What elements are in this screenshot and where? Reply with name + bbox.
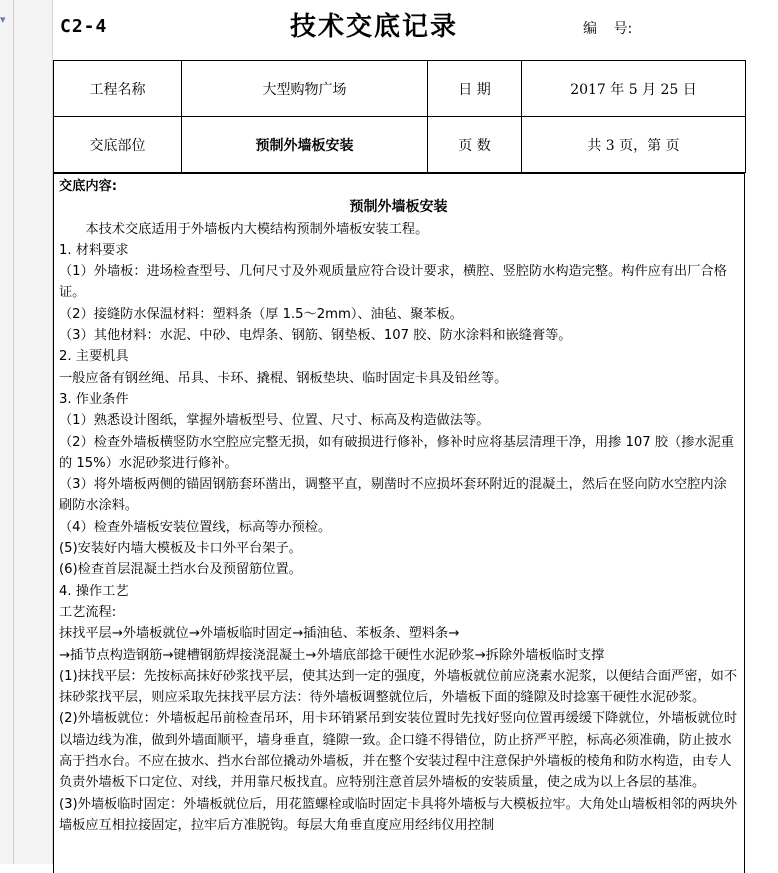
content-paragraph: 抹找平层→外墙板就位→外墙板临时固定→插油毡、苯板条、塑料条→ bbox=[59, 626, 460, 642]
gutter-divider bbox=[13, 0, 14, 864]
content-paragraph: （1）熟悉设计图纸，掌握外墙板型号、位置、尺寸、标高及构造做法等。 bbox=[59, 413, 490, 429]
handover-part-value: 预制外墙板安装 bbox=[182, 117, 428, 173]
project-name-value: 大型购物广场 bbox=[182, 61, 428, 117]
content-paragraph: (3)外墙板临时固定：外墙板就位后，用花篮螺栓或临时固定卡具将外墙板与大模板拉牢。大角处山墙板相邻的两块外墙板应互相拉接固定，拉牢后方准脱钩。每层大角垂直度应用经纬仪用控制 bbox=[59, 796, 738, 833]
handover-part-label: 交底部位 bbox=[54, 117, 182, 173]
content-label: 交底内容: bbox=[59, 179, 118, 194]
content-paragraph: (6)检查首层混凝土挡水台及预留筋位置。 bbox=[59, 562, 302, 578]
content-paragraph: 2. 主要机具 bbox=[59, 349, 129, 365]
content-paragraph: 1. 材料要求 bbox=[59, 242, 129, 258]
content-paragraph: 工艺流程: bbox=[59, 604, 117, 620]
content-paragraph: （4）检查外墙板安装位置线，标高等办预检。 bbox=[59, 519, 332, 535]
content-paragraph: （3）其他材料：水泥、中砂、电焊条、钢筋、钢垫板、107 胶、防水涂料和嵌缝膏等。 bbox=[59, 328, 572, 344]
content-paragraph: （2）接缝防水保温材料：塑料条（厚 1.5～2mm）、油毡、聚苯板。 bbox=[59, 306, 463, 322]
record-info-table bbox=[53, 60, 746, 173]
project-name-label: 工程名称 bbox=[54, 61, 182, 117]
content-paragraph: (2)外墙板就位：外墙板起吊前检查吊环，用卡环销紧吊到安装位置时先找好竖向位置再缓缓下降就位，外墙板就位时以墙边线为准，做到外墙面顺平，墙身垂直，缝隙一致。企口缝不得错位，防止挤严平腔，标高必须准确，防止披水高于挡水台。不应在披水、挡水台部位撬动外墙板，并在整个安装过程中注意保护外墙板的棱角和防水构造，由专人负责外墙板下口定位、对线，并用靠尺板找直。应特别注意首层外墙板的安装质量，使之成为以上各层的基准。 bbox=[59, 711, 738, 791]
content-paragraph: 一般应备有钢丝绳、吊具、卡环、撬棍、钢板垫块、临时固定卡具及铅丝等。 bbox=[59, 370, 508, 386]
table-row bbox=[54, 61, 746, 117]
handover-content-body bbox=[53, 173, 745, 873]
content-paragraph: (5)安装好内墙大模板及卡口外平台架子。 bbox=[59, 541, 302, 557]
left-gutter bbox=[0, 0, 53, 864]
date-value: 2017 年 5 月 25 日 bbox=[522, 61, 746, 117]
table-row bbox=[54, 117, 746, 173]
document-title: 技术交底记录 bbox=[290, 12, 459, 42]
content-paragraph: →插节点构造钢筋→键槽钢筋焊接浇混凝土→外墙底部捻干硬性水泥砂浆→拆除外墙板临时支撑 bbox=[59, 647, 605, 663]
content-paragraph: 3. 作业条件 bbox=[59, 391, 129, 407]
content-paragraph: （3）将外墙板两侧的锚固钢筋套环凿出，调整平直，剔凿时不应损坏套环附近的混凝土，然后在竖向防水空腔内涂刷防水涂料。 bbox=[59, 477, 727, 514]
document-code: C2-4 bbox=[60, 16, 108, 37]
content-paragraph: 本技术交底适用于外墙板内大模结构预制外墙板安装工程。 bbox=[85, 221, 429, 237]
document-number-label: 编 号: bbox=[583, 21, 633, 37]
pages-value: 共 3 页，第 页 bbox=[522, 117, 746, 173]
content-paragraph: (1)抹找平层：先按标高抹好砂浆找平层，使其达到一定的强度，外墙板就位前应浇素水泥浆，以便结合面严密，如不抹砂浆找平层，则应采取先抹找平层方法：待外墙板调整就位后，外墙板下面的缝隙及时捻塞干硬性水泥砂浆。 bbox=[59, 668, 738, 706]
content-title: 预制外墙板安装 bbox=[349, 199, 448, 216]
page-marker-icon[interactable]: ▾ bbox=[0, 13, 6, 26]
content-paragraph: （1）外墙板：进场检查型号、几何尺寸及外观质量应符合设计要求，横腔、竖腔防水构造完整。构件应有出厂合格证。 bbox=[59, 264, 727, 301]
content-paragraph: 4. 操作工艺 bbox=[59, 583, 129, 599]
pages-label: 页 数 bbox=[428, 117, 522, 173]
content-paragraph: （2）检查外墙板横竖防水空腔应完整无损，如有破损进行修补，修补时应将基层清理干净，用掺 107 胶（掺水泥重的 15%）水泥砂浆进行修补。 bbox=[59, 434, 734, 471]
date-label: 日 期 bbox=[428, 61, 522, 117]
